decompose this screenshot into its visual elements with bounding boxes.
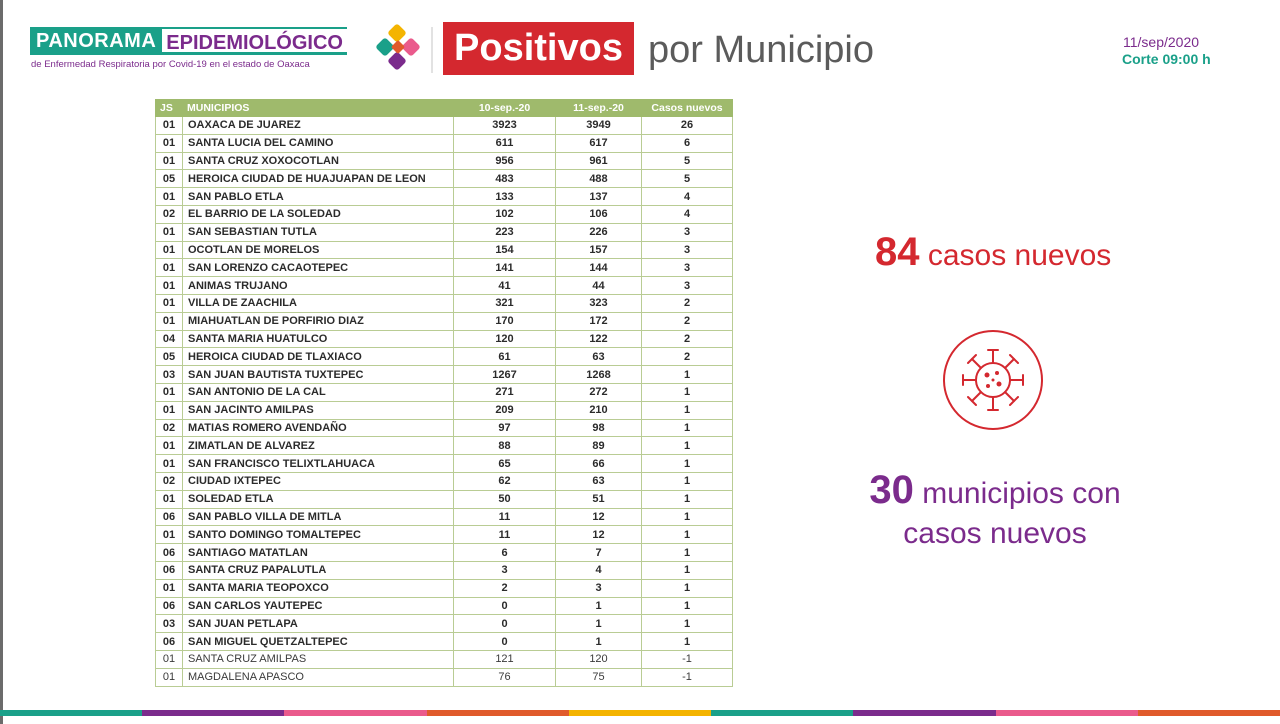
cell-casos-nuevos: 5 [642,170,733,188]
color-stripe [427,710,569,716]
cell-casos-nuevos: 1 [642,508,733,526]
cell-municipio: SAN JUAN BAUTISTA TUXTEPEC [183,366,454,384]
table-row [156,223,733,241]
cell-js: 01 [156,455,183,473]
cell-10-sep: 11 [454,526,556,544]
cell-municipio: SANTA CRUZ XOXOCOTLAN [183,152,454,170]
header-js: JS [156,100,183,117]
cell-11-sep: 89 [556,437,642,455]
cell-11-sep: 172 [556,312,642,330]
cell-municipio: SAN PABLO VILLA DE MITLA [183,508,454,526]
cell-js: 06 [156,544,183,562]
cell-casos-nuevos: 1 [642,544,733,562]
cell-js: 01 [156,188,183,206]
cell-casos-nuevos: 3 [642,259,733,277]
cell-casos-nuevos: 2 [642,330,733,348]
table-header-row [156,100,733,117]
cell-casos-nuevos: 1 [642,633,733,651]
cell-11-sep: 323 [556,294,642,312]
cell-js: 04 [156,330,183,348]
cell-casos-nuevos: 1 [642,472,733,490]
cell-js: 06 [156,508,183,526]
cell-10-sep: 65 [454,455,556,473]
cell-municipio: MATIAS ROMERO AVENDAÑO [183,419,454,437]
cell-js: 05 [156,348,183,366]
report-cutoff-time: Corte 09:00 h [1122,51,1211,67]
cell-municipio: HEROICA CIUDAD DE TLAXIACO [183,348,454,366]
cell-municipio: EL BARRIO DE LA SOLEDAD [183,205,454,223]
cell-js: 01 [156,526,183,544]
cell-10-sep: 3 [454,561,556,579]
cell-js: 01 [156,383,183,401]
cell-10-sep: 154 [454,241,556,259]
table-row [156,259,733,277]
cell-10-sep: 102 [454,205,556,223]
cell-js: 02 [156,472,183,490]
cell-10-sep: 321 [454,294,556,312]
cell-11-sep: 44 [556,277,642,295]
cell-casos-nuevos: 1 [642,597,733,615]
table-row [156,650,733,668]
cell-casos-nuevos: 6 [642,134,733,152]
cell-municipio: HEROICA CIUDAD DE HUAJUAPAN DE LEON [183,170,454,188]
title-por-municipio: por Municipio [648,29,874,71]
cell-municipio: SANTA MARIA HUATULCO [183,330,454,348]
cell-municipio: SAN JACINTO AMILPAS [183,401,454,419]
logo-subtitle: de Enfermedad Respiratoria por Covid-19 en el estado de Oaxaca [31,59,310,70]
table-row [156,117,733,135]
color-stripe [569,710,711,716]
cell-10-sep: 62 [454,472,556,490]
table-row [156,294,733,312]
cell-js: 06 [156,633,183,651]
cell-casos-nuevos: 2 [642,312,733,330]
cell-municipio: ANIMAS TRUJANO [183,277,454,295]
cell-10-sep: 0 [454,597,556,615]
cell-municipio: SANTA LUCIA DEL CAMINO [183,134,454,152]
table-row [156,205,733,223]
municipios-table [155,99,733,687]
title-positivos: Positivos [443,22,634,75]
municipios-summary [855,470,1135,554]
cell-11-sep: 106 [556,205,642,223]
report-date: 11/sep/2020 [1123,34,1200,50]
cell-casos-nuevos: 4 [642,205,733,223]
cell-casos-nuevos: 1 [642,615,733,633]
cell-municipio: SAN PABLO ETLA [183,188,454,206]
table-row [156,615,733,633]
cell-casos-nuevos: 1 [642,526,733,544]
new-cases-number: 84 [875,230,920,274]
color-stripe [1138,710,1280,716]
cell-municipio: OCOTLAN DE MORELOS [183,241,454,259]
cell-js: 01 [156,277,183,295]
table-row [156,134,733,152]
table-row [156,455,733,473]
cell-js: 01 [156,134,183,152]
cell-js: 06 [156,597,183,615]
cell-js: 01 [156,294,183,312]
cell-11-sep: 12 [556,526,642,544]
cell-js: 01 [156,223,183,241]
cell-11-sep: 226 [556,223,642,241]
table-row [156,170,733,188]
table-row [156,312,733,330]
cell-js: 01 [156,490,183,508]
logo-word-epidemiologico: EPIDEMIOLÓGICO [162,27,347,55]
cell-casos-nuevos: 3 [642,277,733,295]
cell-10-sep: 956 [454,152,556,170]
cell-11-sep: 7 [556,544,642,562]
cell-11-sep: 63 [556,348,642,366]
cell-casos-nuevos: 3 [642,223,733,241]
header-10-sep: 10-sep.-20 [454,100,556,117]
cell-11-sep: 1 [556,597,642,615]
cell-11-sep: 488 [556,170,642,188]
municipios-label-line1: municipios con [922,477,1121,510]
cell-js: 03 [156,615,183,633]
cell-casos-nuevos: -1 [642,668,733,686]
table-row [156,544,733,562]
table-row [156,241,733,259]
cell-11-sep: 63 [556,472,642,490]
cell-casos-nuevos: 1 [642,455,733,473]
cell-municipio: SAN SEBASTIAN TUTLA [183,223,454,241]
cell-10-sep: 50 [454,490,556,508]
cell-11-sep: 144 [556,259,642,277]
table-row [156,383,733,401]
cell-10-sep: 141 [454,259,556,277]
cell-11-sep: 3949 [556,117,642,135]
table-row [156,188,733,206]
cell-10-sep: 11 [454,508,556,526]
multicolor-x-logo-icon [374,24,424,74]
table-body [156,117,733,687]
cell-municipio: CIUDAD IXTEPEC [183,472,454,490]
cell-casos-nuevos: 26 [642,117,733,135]
virus-icon [941,328,1045,432]
cell-js: 01 [156,668,183,686]
cell-js: 01 [156,117,183,135]
new-cases-summary [875,228,1111,280]
cell-11-sep: 1 [556,615,642,633]
cell-11-sep: 98 [556,419,642,437]
cell-10-sep: 97 [454,419,556,437]
header-municipios: MUNICIPIOS [183,100,454,117]
cell-11-sep: 4 [556,561,642,579]
table-row [156,472,733,490]
table-row [156,152,733,170]
cell-10-sep: 3923 [454,117,556,135]
cell-10-sep: 2 [454,579,556,597]
cell-js: 02 [156,419,183,437]
cell-10-sep: 61 [454,348,556,366]
bottom-color-stripes [0,710,1280,716]
table-row [156,366,733,384]
table-row [156,508,733,526]
cell-10-sep: 209 [454,401,556,419]
cell-municipio: SANTA CRUZ AMILPAS [183,650,454,668]
cell-casos-nuevos: 1 [642,437,733,455]
color-stripe [711,710,853,716]
cell-municipio: SAN LORENZO CACAOTEPEC [183,259,454,277]
cell-11-sep: 3 [556,579,642,597]
cell-js: 01 [156,152,183,170]
cell-10-sep: 271 [454,383,556,401]
cell-js: 01 [156,312,183,330]
cell-casos-nuevos: 1 [642,401,733,419]
cell-11-sep: 1 [556,633,642,651]
panorama-logo [30,27,347,70]
cell-municipio: MAGDALENA APASCO [183,668,454,686]
cell-11-sep: 51 [556,490,642,508]
cell-casos-nuevos: 2 [642,294,733,312]
header-divider [431,27,433,73]
cell-municipio: SANTA CRUZ PAPALUTLA [183,561,454,579]
header-11-sep: 11-sep.-20 [556,100,642,117]
cell-casos-nuevos: -1 [642,650,733,668]
cell-10-sep: 133 [454,188,556,206]
cell-municipio: SANTO DOMINGO TOMALTEPEC [183,526,454,544]
cell-js: 06 [156,561,183,579]
municipios-label-line2: casos nuevos [903,517,1087,550]
cell-11-sep: 157 [556,241,642,259]
cell-js: 01 [156,259,183,277]
cell-municipio: SAN ANTONIO DE LA CAL [183,383,454,401]
table-row [156,277,733,295]
cell-casos-nuevos: 5 [642,152,733,170]
table-row [156,330,733,348]
cell-11-sep: 210 [556,401,642,419]
cell-10-sep: 6 [454,544,556,562]
cell-casos-nuevos: 1 [642,490,733,508]
cell-casos-nuevos: 1 [642,383,733,401]
cell-11-sep: 961 [556,152,642,170]
table-row [156,348,733,366]
table-row [156,526,733,544]
table-row [156,437,733,455]
color-stripe [142,710,284,716]
cell-10-sep: 0 [454,615,556,633]
cell-11-sep: 617 [556,134,642,152]
cell-municipio: MIAHUATLAN DE PORFIRIO DIAZ [183,312,454,330]
cell-js: 01 [156,650,183,668]
cell-11-sep: 12 [556,508,642,526]
cell-casos-nuevos: 4 [642,188,733,206]
cell-10-sep: 1267 [454,366,556,384]
cell-js: 01 [156,437,183,455]
cell-10-sep: 76 [454,668,556,686]
cell-casos-nuevos: 1 [642,366,733,384]
table-row [156,579,733,597]
cell-casos-nuevos: 2 [642,348,733,366]
cell-municipio: SAN CARLOS YAUTEPEC [183,597,454,615]
table-row [156,561,733,579]
cell-municipio: SAN JUAN PETLAPA [183,615,454,633]
cell-11-sep: 66 [556,455,642,473]
cell-11-sep: 75 [556,668,642,686]
cell-10-sep: 88 [454,437,556,455]
color-stripe [853,710,995,716]
new-cases-label: casos nuevos [927,239,1112,272]
cell-municipio: SANTA MARIA TEOPOXCO [183,579,454,597]
cell-11-sep: 122 [556,330,642,348]
color-stripe [284,710,426,716]
cell-10-sep: 120 [454,330,556,348]
cell-js: 05 [156,170,183,188]
cell-10-sep: 483 [454,170,556,188]
window-frame-edge [0,0,3,724]
table-row [156,668,733,686]
cell-js: 01 [156,241,183,259]
cell-municipio: SAN FRANCISCO TELIXTLAHUACA [183,455,454,473]
color-stripe [996,710,1138,716]
logo-word-panorama: PANORAMA [30,27,162,55]
cell-10-sep: 121 [454,650,556,668]
header-casos-nuevos: Casos nuevos [642,100,733,117]
cell-11-sep: 137 [556,188,642,206]
color-stripe [0,710,142,716]
cell-js: 02 [156,205,183,223]
cell-10-sep: 41 [454,277,556,295]
cell-municipio: VILLA DE ZAACHILA [183,294,454,312]
cell-casos-nuevos: 1 [642,561,733,579]
cell-10-sep: 170 [454,312,556,330]
cell-municipio: SANTIAGO MATATLAN [183,544,454,562]
municipios-number: 30 [869,468,914,512]
table-row [156,633,733,651]
cell-casos-nuevos: 1 [642,579,733,597]
cell-municipio: SOLEDAD ETLA [183,490,454,508]
cell-casos-nuevos: 1 [642,419,733,437]
cell-municipio: SAN MIGUEL QUETZALTEPEC [183,633,454,651]
cell-casos-nuevos: 3 [642,241,733,259]
cell-municipio: OAXACA DE JUAREZ [183,117,454,135]
table-row [156,401,733,419]
table-row [156,490,733,508]
cell-11-sep: 1268 [556,366,642,384]
cell-10-sep: 0 [454,633,556,651]
cell-11-sep: 272 [556,383,642,401]
table-row [156,597,733,615]
cell-10-sep: 223 [454,223,556,241]
table-row [156,419,733,437]
cell-js: 01 [156,401,183,419]
cell-js: 01 [156,579,183,597]
cell-10-sep: 611 [454,134,556,152]
cell-11-sep: 120 [556,650,642,668]
cell-municipio: ZIMATLAN DE ALVAREZ [183,437,454,455]
cell-js: 03 [156,366,183,384]
